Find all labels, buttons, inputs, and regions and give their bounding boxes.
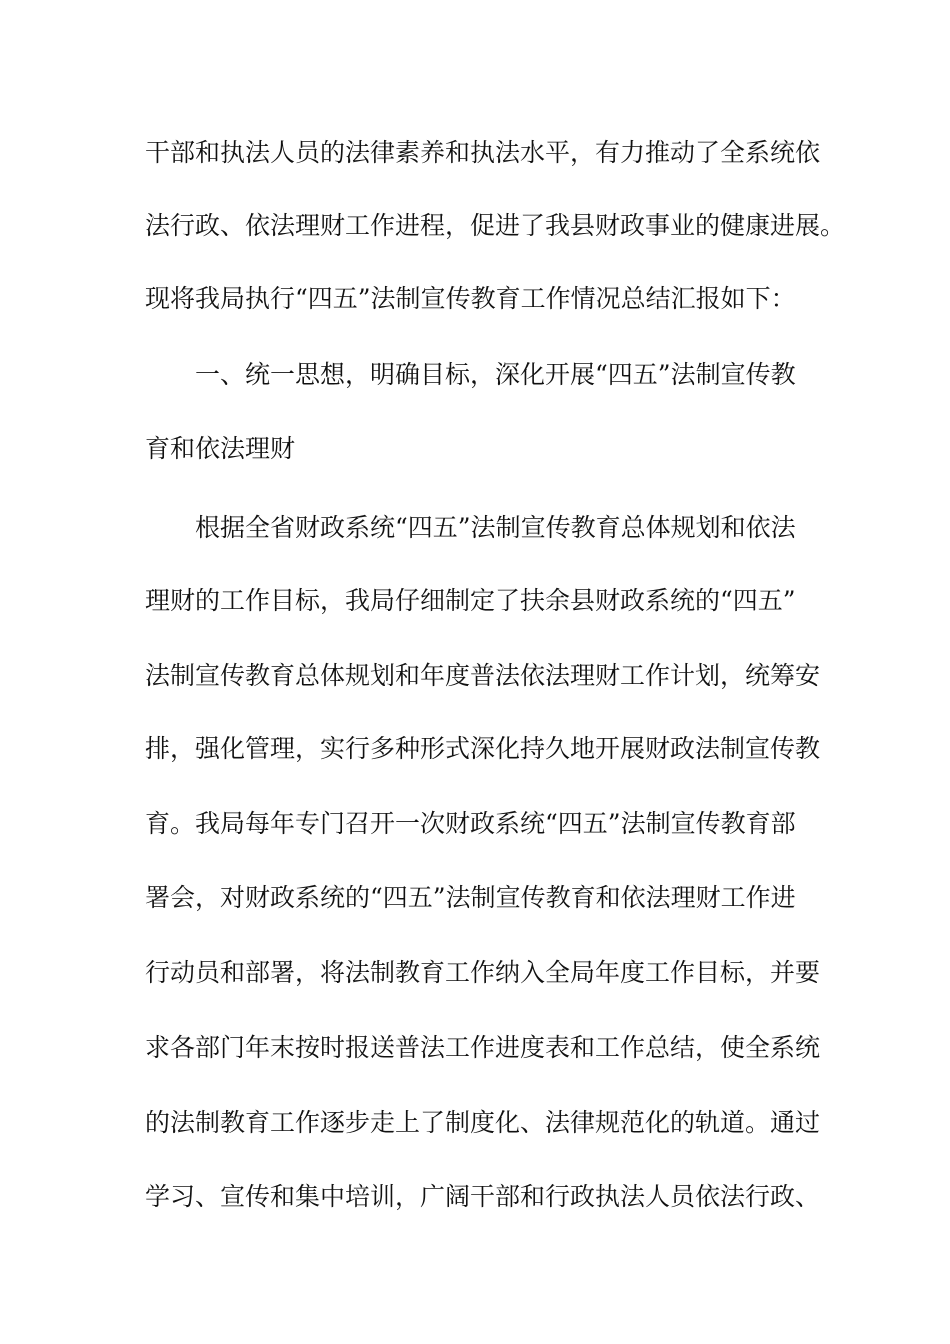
body-text-line: 排，强化管理，实行多种形式深化持久地开展财政法制宣传教 — [145, 734, 821, 763]
section-heading-line: 一、统一思想，明确目标，深化开展“四五”法制宣传教 — [195, 360, 796, 389]
body-text-line: 法制宣传教育总体规划和年度普法依法理财工作计划，统筹安 — [145, 661, 821, 690]
body-text-line: 署会，对财政系统的“四五”法制宣传教育和依法理财工作进 — [145, 883, 796, 912]
body-text-line: 法行政、依法理财工作进程，促进了我县财政事业的健康进展。 — [145, 211, 846, 240]
body-text-line: 干部和执法人员的法律素养和执法水平，有力推动了全系统依 — [145, 138, 821, 167]
body-text-line: 的法制教育工作逐步走上了制度化、法律规范化的轨道。通过 — [145, 1108, 821, 1137]
body-text-line: 现将我局执行“四五”法制宣传教育工作情况总结汇报如下： — [145, 284, 796, 313]
body-text-line: 行动员和部署，将法制教育工作纳入全局年度工作目标，并要 — [145, 958, 821, 987]
body-text-line: 学习、宣传和集中培训，广阔干部和行政执法人员依法行政、 — [145, 1182, 821, 1211]
section-heading-line: 育和依法理财 — [145, 434, 296, 463]
body-text-line: 育。我局每年专门召开一次财政系统“四五”法制宣传教育部 — [145, 809, 796, 838]
body-text-line: 根据全省财政系统“四五”法制宣传教育总体规划和依法 — [195, 513, 796, 542]
body-text-line: 求各部门年末按时报送普法工作进度表和工作总结，使全系统 — [145, 1033, 821, 1062]
body-text-line: 理财的工作目标，我局仔细制定了扶余县财政系统的“四五” — [145, 586, 796, 615]
